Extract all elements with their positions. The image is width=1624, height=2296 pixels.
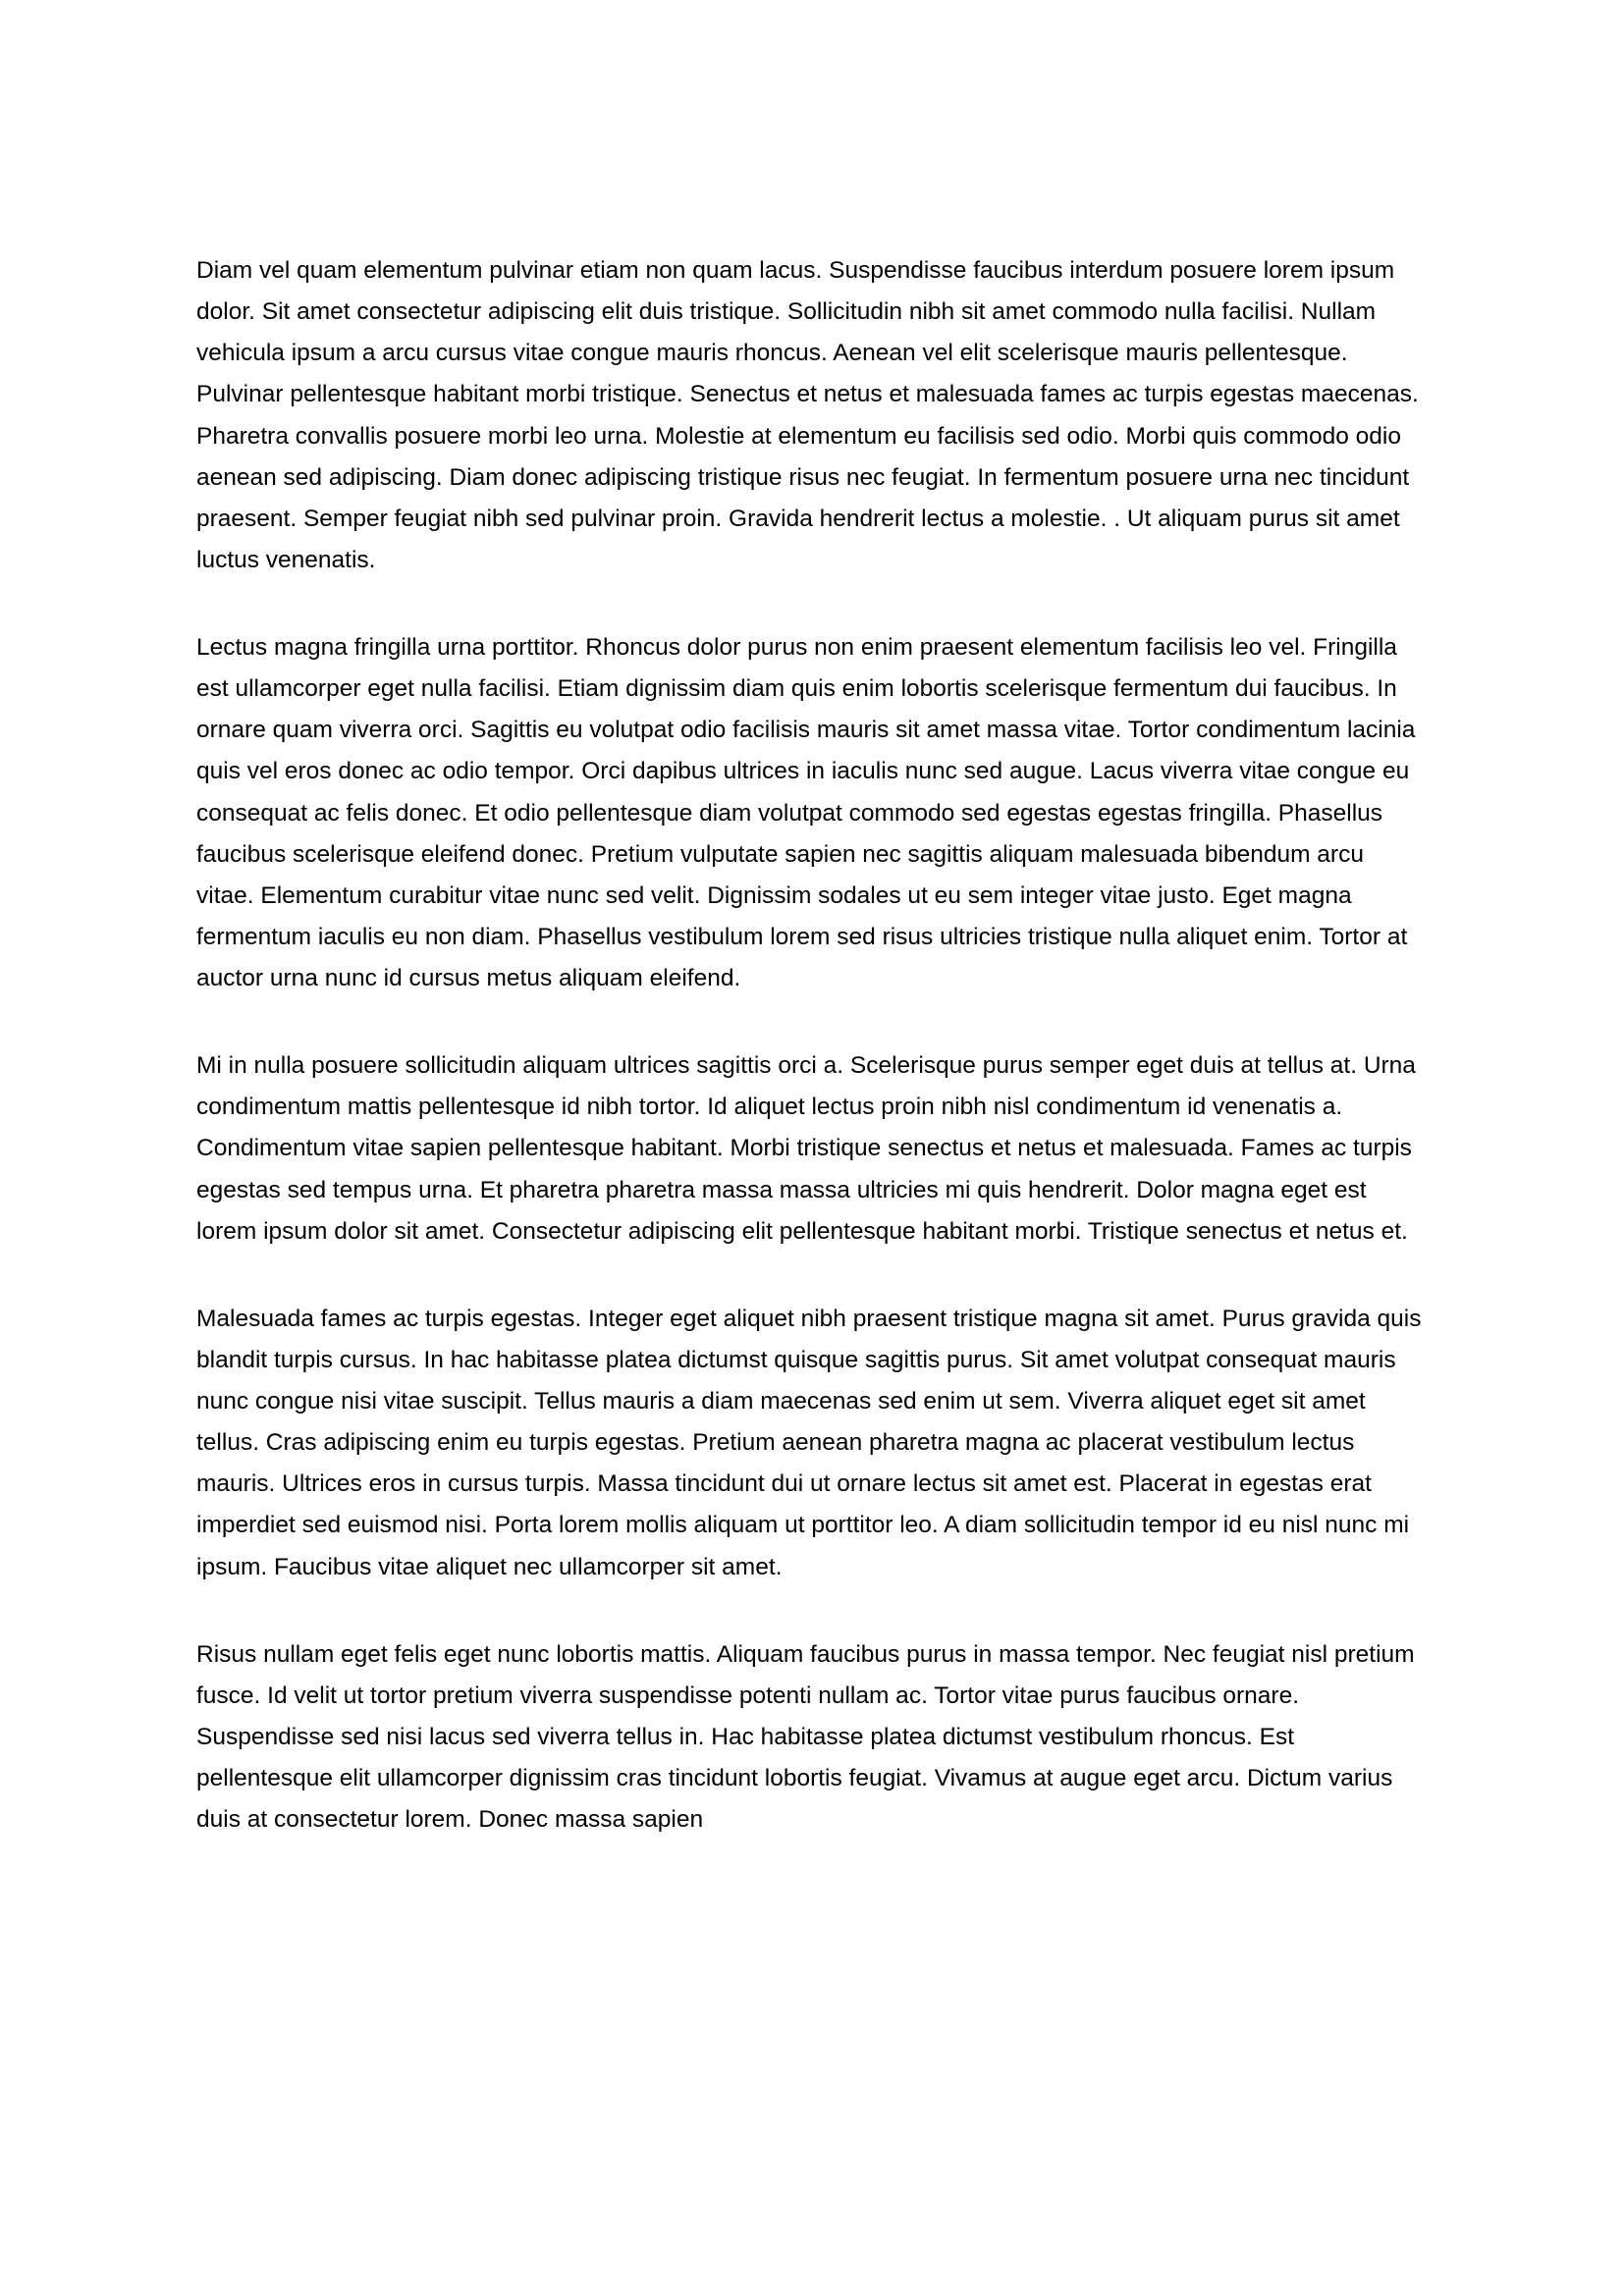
paragraph: Diam vel quam elementum pulvinar etiam non quam lacus. Suspendisse faucibus interdum posuere lorem ipsum dolor. Sit amet consectetur adipiscing elit duis tristique. Sollicitudin nibh sit amet commodo nulla facilisi. Nullam vehicula ipsum a arcu cursus vitae congue mauris rhoncus. Aenean vel elit scelerisque mauris pellentesque. Pulvinar pellentesque habitant morbi tristique. Senectus et netus et malesuada fames ac turpis egestas maecenas. Pharetra convallis posuere morbi leo urna. Molestie at elementum eu facilisis sed odio. Morbi quis commodo odio aenean sed adipiscing. Diam donec adipiscing tristique risus nec feugiat. In fermentum posuere urna nec tincidunt praesent. Semper feugiat nibh sed pulvinar proin. Gravida hendrerit lectus a molestie. . Ut aliquam purus sit amet luctus venenatis. bbox=[196, 257, 1419, 573]
paragraph: Malesuada fames ac turpis egestas. Integer eget aliquet nibh praesent tristique magna sit amet. Purus gravida quis blandit turpis cursus. In hac habitasse platea dictumst quisque sagittis purus. Sit amet volutpat consequat mauris nunc congue nisi vitae suscipit. Tellus mauris a diam maecenas sed enim ut sem. Viverra aliquet eget sit amet tellus. Cras adipiscing enim eu turpis egestas. Pretium aenean pharetra magna ac placerat vestibulum lectus mauris. Ultrices eros in cursus turpis. Massa tincidunt dui ut ornare lectus sit amet est. Placerat in egestas erat imperdiet sed euismod nisi. Porta lorem mollis aliquam ut porttitor leo. A diam sollicitudin tempor id eu nisl nunc mi ipsum. Faucibus vitae aliquet nec ullamcorper sit amet. bbox=[196, 1305, 1422, 1580]
paragraph: Mi in nulla posuere sollicitudin aliquam ultrices sagittis orci a. Scelerisque purus semper eget duis at tellus at. Urna condimentum mattis pellentesque id nibh tortor. Id aliquet lectus proin nibh nisl condimentum id venenatis a. Condimentum vitae sapien pellentesque habitant. Morbi tristique senectus et netus et malesuada. Fames ac turpis egestas sed tempus urna. Et pharetra pharetra massa massa ultricies mi quis hendrerit. Dolor magna eget est lorem ipsum dolor sit amet. Consectetur adipiscing elit pellentesque habitant morbi. Tristique senectus et netus et. bbox=[196, 1052, 1416, 1245]
paragraph: Risus nullam eget felis eget nunc lobortis mattis. Aliquam faucibus purus in massa tempor. Nec feugiat nisl pretium fusce. Id velit ut tortor pretium viverra suspendisse potenti nullam ac. Tortor vitae purus faucibus ornare. Suspendisse sed nisi lacus sed viverra tellus in. Hac habitasse platea dictumst vestibulum rhoncus. Est pellentesque elit ullamcorper dignissim cras tincidunt lobortis feugiat. Vivamus at augue eget arcu. Dictum varius duis at consectetur lorem. Donec massa sapien bbox=[196, 1640, 1415, 1834]
paragraph: Lectus magna fringilla urna porttitor. Rhoncus dolor purus non enim praesent elementum facilisis leo vel. Fringilla est ullamcorper eget nulla facilisi. Etiam dignissim diam quis enim lobortis scelerisque fermentum dui faucibus. In ornare quam viverra orci. Sagittis eu volutpat odio facilisis mauris sit amet massa vitae. Tortor condimentum lacinia quis vel eros donec ac odio tempor. Orci dapibus ultrices in iaculis nunc sed augue. Lacus viverra vitae congue eu consequat ac felis donec. Et odio pellentesque diam volutpat commodo sed egestas egestas fringilla. Phasellus faucibus scelerisque eleifend donec. Pretium vulputate sapien nec sagittis aliquam malesuada bibendum arcu vitae. Elementum curabitur vitae nunc sed velit. Dignissim sodales ut eu sem integer vitae justo. Eget magna fermentum iaculis eu non diam. Phasellus vestibulum lorem sed risus ultricies tristique nulla aliquet enim. Tortor at auctor urna nunc id cursus metus aliquam eleifend. bbox=[196, 634, 1416, 991]
document-body bbox=[196, 250, 1428, 1841]
